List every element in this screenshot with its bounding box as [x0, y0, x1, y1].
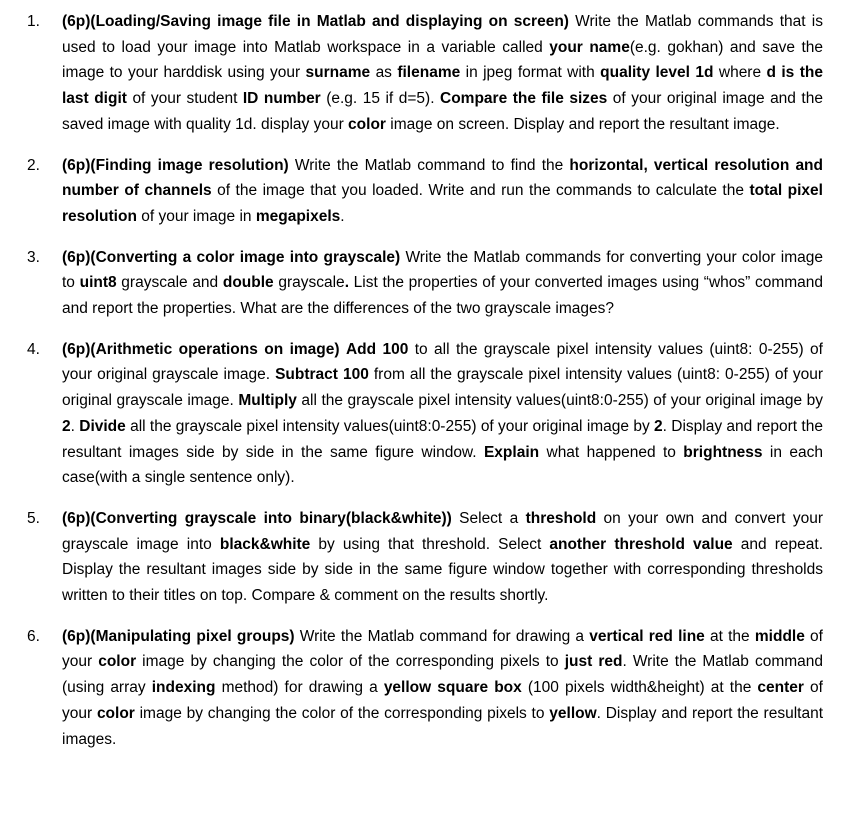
emphasized-text: center — [757, 679, 804, 697]
question-text — [62, 9, 823, 138]
body-text: (100 pixels width&height) at the — [521, 679, 758, 697]
question-number: 6. — [27, 627, 40, 645]
emphasized-text: another threshold value — [549, 535, 733, 553]
emphasized-text: (6p)(Loading/Saving image file in Matlab and displaying on screen) — [62, 13, 569, 30]
emphasized-text: Multiply — [238, 392, 297, 410]
body-text: . Write the Matlab command (using array — [62, 653, 824, 697]
body-text: image on screen. Display and report the resultant image. — [385, 115, 780, 133]
body-text: method) for drawing a — [215, 679, 384, 697]
emphasized-text: color — [98, 653, 137, 671]
emphasized-text: Subtract 100 — [275, 366, 369, 384]
body-text: by using that threshold. Select — [310, 535, 550, 553]
body-text: from all the grayscale pixel intensity values (uint8: 0-255) of your original grayscale image. — [62, 366, 823, 410]
body-text: where — [713, 64, 767, 82]
body-text: image by changing the color of the corresponding pixels to — [134, 704, 550, 722]
emphasized-text: 2 — [62, 417, 71, 435]
emphasized-text: uint8 — [79, 274, 117, 292]
emphasized-text: (6p)(Converting grayscale into binary(black&white)) — [62, 509, 452, 527]
body-text: . Display and report the resultant images side by side in the same figure window. — [62, 417, 823, 461]
emphasized-text: 2 — [654, 417, 663, 435]
body-text: of your original image and the saved image with quality 1d. display your — [62, 90, 823, 133]
emphasized-text: black&white — [219, 535, 311, 553]
body-text: grayscale and — [116, 274, 223, 292]
question-number: 5. — [27, 509, 40, 527]
emphasized-text: indexing — [151, 679, 216, 697]
question-item — [27, 153, 823, 230]
question-item — [27, 624, 823, 753]
emphasized-text: Divide — [79, 417, 126, 435]
question-number: 1. — [27, 13, 40, 30]
body-text: . — [340, 207, 345, 225]
emphasized-text: d is the last digit — [62, 64, 823, 108]
emphasized-text: Explain — [483, 443, 540, 461]
emphasized-text: (6p)(Manipulating pixel groups) — [62, 627, 295, 645]
body-text: at the — [704, 627, 755, 645]
question-item — [27, 506, 823, 609]
question-item — [27, 9, 823, 138]
body-text: of your — [62, 679, 823, 722]
question-list — [27, 9, 823, 752]
body-text: Write the Matlab command for drawing a — [294, 627, 590, 645]
body-text: Write the Matlab commands that is used to load your image into Matlab workspace in a variable called — [62, 13, 823, 56]
body-text: Write the Matlab command to find the — [288, 156, 570, 174]
body-text: as — [370, 64, 398, 82]
body-text: image by changing the color of the corresponding pixels to — [136, 653, 565, 671]
question-text — [62, 153, 823, 230]
emphasized-text: megapixels — [255, 207, 341, 225]
emphasized-text: Add 100 — [345, 340, 409, 358]
body-text: grayscale — [273, 274, 345, 292]
body-text: . — [70, 417, 80, 435]
emphasized-text: threshold — [525, 509, 597, 527]
question-text — [62, 245, 823, 322]
body-text: all the grayscale pixel intensity values(uint8:0-255) of your original image by — [296, 392, 823, 410]
emphasized-text: Compare the file sizes — [440, 90, 608, 108]
emphasized-text: . — [344, 274, 349, 292]
emphasized-text: horizontal, vertical resolution and number of channels — [62, 156, 823, 200]
body-text: of the image that you loaded. Write and run the commands to calculate the — [211, 182, 750, 200]
emphasized-text: vertical red line — [589, 627, 705, 645]
emphasized-text: quality level 1d — [600, 64, 714, 82]
question-item — [27, 337, 823, 491]
body-text: of your student — [126, 90, 243, 108]
emphasized-text: (6p)(Finding image resolution) — [62, 156, 289, 174]
body-text: what happened to — [539, 443, 684, 461]
emphasized-text: your name — [549, 38, 630, 56]
body-text: and repeat. Display the resultant images side by side in the same figure window together with corresponding thresholds written to their titles on top. Compare & comment on the results shortly. — [62, 535, 823, 605]
emphasized-text: ID number — [242, 90, 321, 108]
body-text: to all the grayscale pixel intensity values (uint8: 0-255) of your original grayscale image. — [62, 340, 823, 384]
emphasized-text: total pixel resolution — [62, 182, 823, 225]
body-text: in each case(with a single sentence only). — [62, 443, 823, 487]
body-text: in jpeg format with — [460, 64, 601, 82]
body-text: Select a — [451, 509, 526, 527]
body-text: List the properties of your converted images using “whos” command and report the properties. What are the differences of the two grayscale images? — [62, 274, 824, 318]
body-text: of your image in — [136, 207, 256, 225]
body-text: on your own and convert your grayscale image into — [62, 509, 823, 553]
emphasized-text: color — [96, 704, 135, 722]
question-number: 3. — [27, 248, 40, 266]
emphasized-text: (6p)(Arithmetic operations on image) — [62, 340, 340, 358]
body-text: (e.g. 15 if d=5). — [320, 90, 441, 108]
emphasized-text: (6p)(Converting a color image into grayscale) — [62, 248, 401, 266]
question-number: 2. — [27, 156, 40, 174]
question-text — [62, 506, 823, 609]
emphasized-text: middle — [754, 627, 805, 645]
question-number: 4. — [27, 340, 40, 358]
emphasized-text: surname — [305, 64, 371, 82]
question-item — [27, 245, 823, 322]
emphasized-text: double — [222, 274, 274, 292]
emphasized-text: just red — [564, 653, 623, 671]
body-text: . Display and report the resultant images. — [62, 704, 823, 748]
body-text: (e.g. gokhan) and save the image to your harddisk using your — [62, 38, 823, 82]
body-text: all the grayscale pixel intensity values(uint8:0-255) of your original image by — [125, 417, 655, 435]
emphasized-text: color — [348, 115, 386, 133]
emphasized-text: yellow square box — [383, 679, 522, 697]
emphasized-text: brightness — [683, 443, 763, 461]
question-text — [62, 624, 823, 753]
body-text: of your — [62, 627, 823, 671]
question-text — [62, 337, 823, 491]
emphasized-text: filename — [397, 64, 461, 82]
emphasized-text: yellow — [549, 704, 597, 722]
body-text: Write the Matlab commands for converting your color image to — [62, 248, 823, 292]
